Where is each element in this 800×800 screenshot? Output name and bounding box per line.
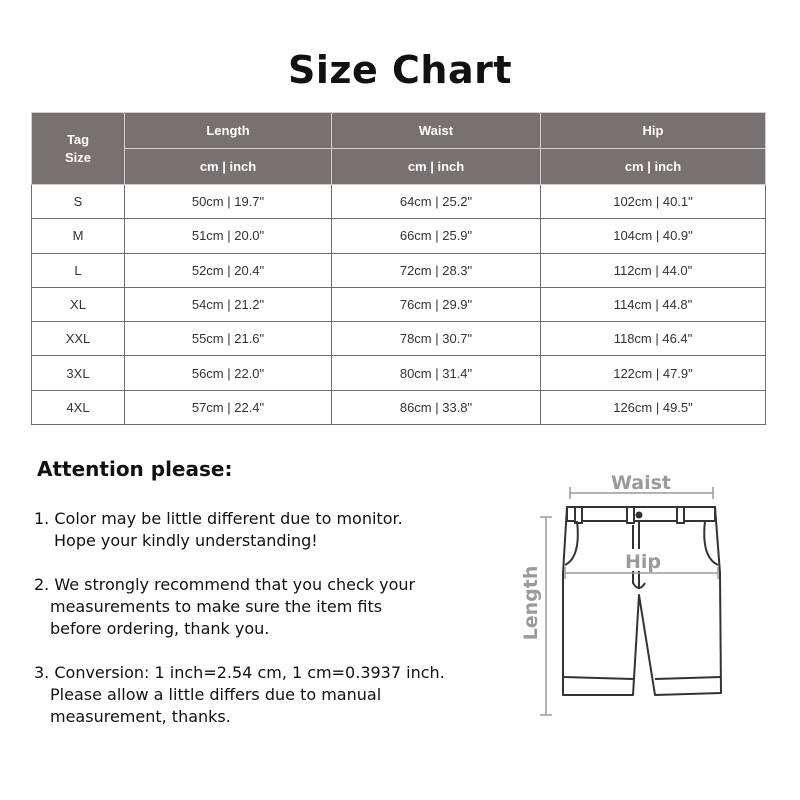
shorts-measurement-diagram [515, 465, 730, 725]
table-row [32, 185, 766, 219]
length-cell: 57cm | 22.4" [125, 390, 332, 424]
size-cell: M [32, 219, 125, 253]
table-row [32, 219, 766, 253]
note-3-line-1: 3. Conversion: 1 inch=2.54 cm, 1 cm=0.3937 inch. [34, 663, 445, 682]
length-cell: 55cm | 21.6" [125, 322, 332, 356]
length-header: Length [125, 113, 332, 149]
hip-header: Hip [541, 113, 766, 149]
waist-cell: 76cm | 29.9" [332, 287, 541, 321]
attention-notes [34, 508, 504, 750]
page-title: Size Chart [287, 48, 512, 92]
note-3-line-2: Please allow a little differs due to manual [50, 685, 382, 704]
waist-header: Waist [332, 113, 541, 149]
table-row [32, 322, 766, 356]
size-table [31, 112, 766, 425]
table-row [32, 253, 766, 287]
tag-header-line2: Size [64, 149, 91, 165]
note-2-line-2: measurements to make sure the item fits [50, 597, 383, 616]
waist-cell: 80cm | 31.4" [332, 356, 541, 390]
waist-cell: 72cm | 28.3" [332, 253, 541, 287]
hip-cell: 112cm | 44.0" [541, 253, 766, 287]
hip-cell: 114cm | 44.8" [541, 287, 766, 321]
waist-cell: 64cm | 25.2" [332, 185, 541, 219]
length-cell: 51cm | 20.0" [125, 219, 332, 253]
length-cell: 50cm | 19.7" [125, 185, 332, 219]
tag-header-line1: Tag [66, 131, 90, 147]
hip-cell: 104cm | 40.9" [541, 219, 766, 253]
size-cell: 4XL [32, 390, 125, 424]
hip-cell: 102cm | 40.1" [541, 185, 766, 219]
waist-cell: 86cm | 33.8" [332, 390, 541, 424]
length-cell: 52cm | 20.4" [125, 253, 332, 287]
waist-cell: 66cm | 25.9" [332, 219, 541, 253]
length-label: Length [520, 565, 542, 641]
note-2-line-1: 2. We strongly recommend that you check your [34, 575, 416, 594]
length-cell: 54cm | 21.2" [125, 287, 332, 321]
note-3 [34, 662, 504, 728]
waist-cell: 78cm | 30.7" [332, 322, 541, 356]
waist-unit-header: cm | inch [332, 149, 541, 185]
length-unit-header: cm | inch [125, 149, 332, 185]
table-row [32, 287, 766, 321]
waist-label: Waist [610, 472, 672, 494]
size-cell: 3XL [32, 356, 125, 390]
hip-cell: 122cm | 47.9" [541, 356, 766, 390]
table-row [32, 390, 766, 424]
note-1-line-2: Hope your kindly understanding! [54, 531, 318, 550]
note-2 [34, 574, 504, 640]
size-cell: S [32, 185, 125, 219]
size-cell: XL [32, 287, 125, 321]
note-3-line-3: measurement, thanks. [50, 707, 231, 726]
size-cell: L [32, 253, 125, 287]
hip-label: Hip [624, 551, 662, 573]
table-row [32, 356, 766, 390]
length-cell: 56cm | 22.0" [125, 356, 332, 390]
hip-cell: 126cm | 49.5" [541, 390, 766, 424]
note-1 [34, 508, 504, 552]
shorts-illustration [563, 507, 721, 695]
hip-unit-header: cm | inch [541, 149, 766, 185]
attention-heading: Attention please: [37, 457, 233, 481]
note-1-line-1: 1. Color may be little different due to monitor. [34, 509, 403, 528]
tag-size-header [32, 113, 125, 185]
size-cell: XXL [32, 322, 125, 356]
note-2-line-3: before ordering, thank you. [50, 619, 270, 638]
hip-cell: 118cm | 46.4" [541, 322, 766, 356]
